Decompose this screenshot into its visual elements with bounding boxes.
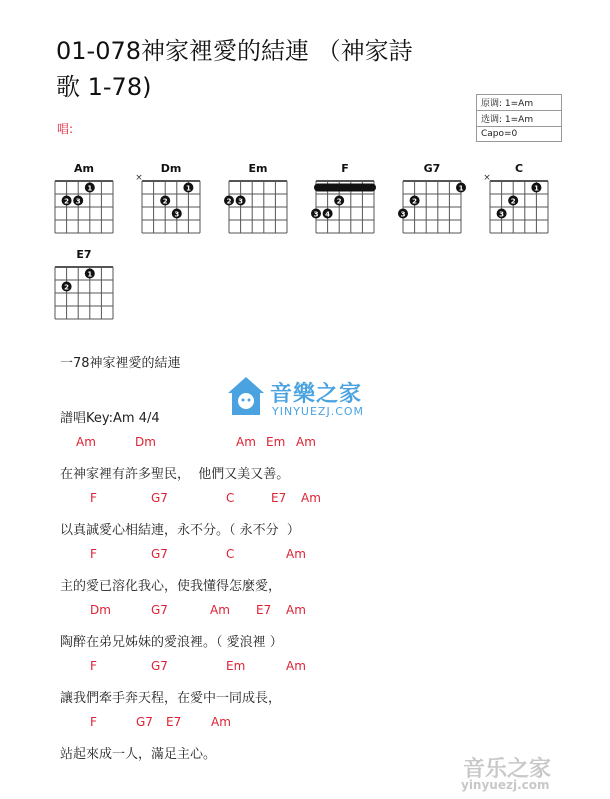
finger-number: 2 — [510, 197, 516, 206]
chord-label: Am — [301, 491, 321, 505]
chord-diagram-g7 — [400, 162, 464, 248]
chord-name: E7 — [76, 248, 92, 261]
lyric-line: 主的愛已溶化我心，使我懂得怎麼愛， — [60, 579, 282, 594]
chord-grid — [52, 262, 116, 322]
finger-number: 2 — [226, 197, 232, 206]
logo-subtext: YINYUEZJ.COM — [272, 405, 365, 418]
finger-number: 2 — [336, 197, 342, 206]
chord-label: Am — [286, 547, 306, 561]
logo-text: 音樂之家 — [270, 382, 363, 407]
finger-number: 3 — [238, 197, 244, 206]
key-line: 譜唱Key:Am 4/4 — [60, 411, 160, 426]
chord-grid — [313, 176, 377, 236]
finger-number: 1 — [185, 184, 191, 193]
chord-diagram-f — [313, 162, 377, 248]
chord-label: G7 — [151, 659, 168, 673]
chord-diagram-c — [483, 162, 551, 248]
key-info-box — [476, 94, 562, 142]
finger-number: 1 — [458, 184, 464, 193]
chord-row — [60, 659, 360, 675]
chord-name: Am — [74, 162, 94, 175]
singer-label: 唱: — [57, 122, 74, 136]
chord-label: Am — [286, 603, 306, 617]
chord-label: G7 — [151, 603, 168, 617]
chord-name: C — [514, 162, 524, 175]
capo-value: Capo=0 — [477, 127, 562, 142]
chord-name: F — [341, 162, 349, 175]
finger-number: 1 — [87, 184, 93, 193]
chord-label: F — [90, 715, 97, 729]
chord-grid — [52, 176, 116, 236]
mute-mark: × — [483, 173, 491, 183]
barre-bar — [314, 184, 376, 192]
song-title-line: 一78神家裡愛的結連 — [60, 356, 181, 371]
chord-label: G7 — [136, 715, 153, 729]
mute-mark: × — [135, 173, 143, 183]
chord-label: G7 — [151, 547, 168, 561]
chord-grid — [400, 176, 464, 236]
chord-label: Em — [226, 659, 246, 673]
lyric-line: 以真誠愛心相結連，永不分。（ 永不分 ） — [60, 523, 300, 538]
watermark-text: 音乐之家 — [463, 757, 552, 782]
chord-label: C — [226, 491, 235, 505]
finger-number: 2 — [412, 197, 418, 206]
chord-diagram-am — [52, 162, 116, 248]
selected-key: 选调: 1=Am — [477, 111, 562, 127]
site-logo — [226, 373, 396, 423]
finger-number: 2 — [162, 197, 168, 206]
chord-label: Dm — [135, 435, 156, 449]
chord-label: Em — [266, 435, 286, 449]
finger-number: 3 — [174, 210, 180, 219]
chord-label: Dm — [90, 603, 111, 617]
chord-label: F — [90, 659, 97, 673]
finger-number: 2 — [64, 197, 70, 206]
chord-label: Am — [76, 435, 96, 449]
chord-diagram-em — [226, 162, 290, 248]
watermark — [455, 752, 605, 796]
chord-label: E7 — [256, 603, 272, 617]
chord-grid — [483, 173, 551, 236]
finger-number: 3 — [75, 197, 81, 206]
house-logo-icon — [226, 375, 266, 419]
chord-name: G7 — [423, 162, 441, 175]
finger-number: 1 — [87, 270, 93, 279]
chord-label: F — [90, 491, 97, 505]
chord-label: Am — [210, 603, 230, 617]
chord-row — [60, 491, 360, 507]
chord-label: E7 — [166, 715, 182, 729]
chord-grid — [135, 173, 203, 236]
finger-number: 3 — [499, 210, 505, 219]
lyric-line: 站起來成一人，滿足主心。 — [60, 747, 217, 762]
chord-row — [60, 435, 360, 451]
lyric-line: 陶醉在弟兄姊妹的愛浪裡。（ 愛浪裡 ） — [60, 635, 283, 650]
finger-number: 3 — [400, 210, 406, 219]
finger-number: 3 — [313, 210, 319, 219]
chord-name: Dm — [160, 162, 182, 175]
finger-number: 2 — [64, 283, 70, 292]
chord-label: C — [226, 547, 235, 561]
finger-number: 4 — [325, 210, 331, 219]
finger-number: 1 — [533, 184, 539, 193]
chord-row — [60, 715, 360, 731]
page-title: 01-078神家裡愛的結連 （神家詩歌 1-78) — [56, 37, 413, 101]
chord-label: F — [90, 547, 97, 561]
lyric-line: 在神家裡有許多聖民， 他們又美又善。 — [60, 467, 290, 482]
chord-label: Am — [236, 435, 256, 449]
chord-grid — [226, 176, 290, 236]
chord-diagram-e7 — [52, 248, 116, 334]
lyric-line: 讓我們牽手奔天程，在愛中一同成長， — [60, 691, 282, 706]
chord-row — [60, 547, 360, 563]
chord-label: Am — [296, 435, 316, 449]
chord-diagram-dm — [135, 162, 203, 248]
original-key: 原调: 1=Am — [477, 95, 562, 111]
chord-row — [60, 603, 360, 619]
watermark-subtext: yinyuezj.com — [461, 778, 550, 792]
chord-label: G7 — [151, 491, 168, 505]
chord-label: Am — [211, 715, 231, 729]
chord-name: Em — [248, 162, 268, 175]
chord-label: Am — [286, 659, 306, 673]
chord-label: E7 — [271, 491, 287, 505]
